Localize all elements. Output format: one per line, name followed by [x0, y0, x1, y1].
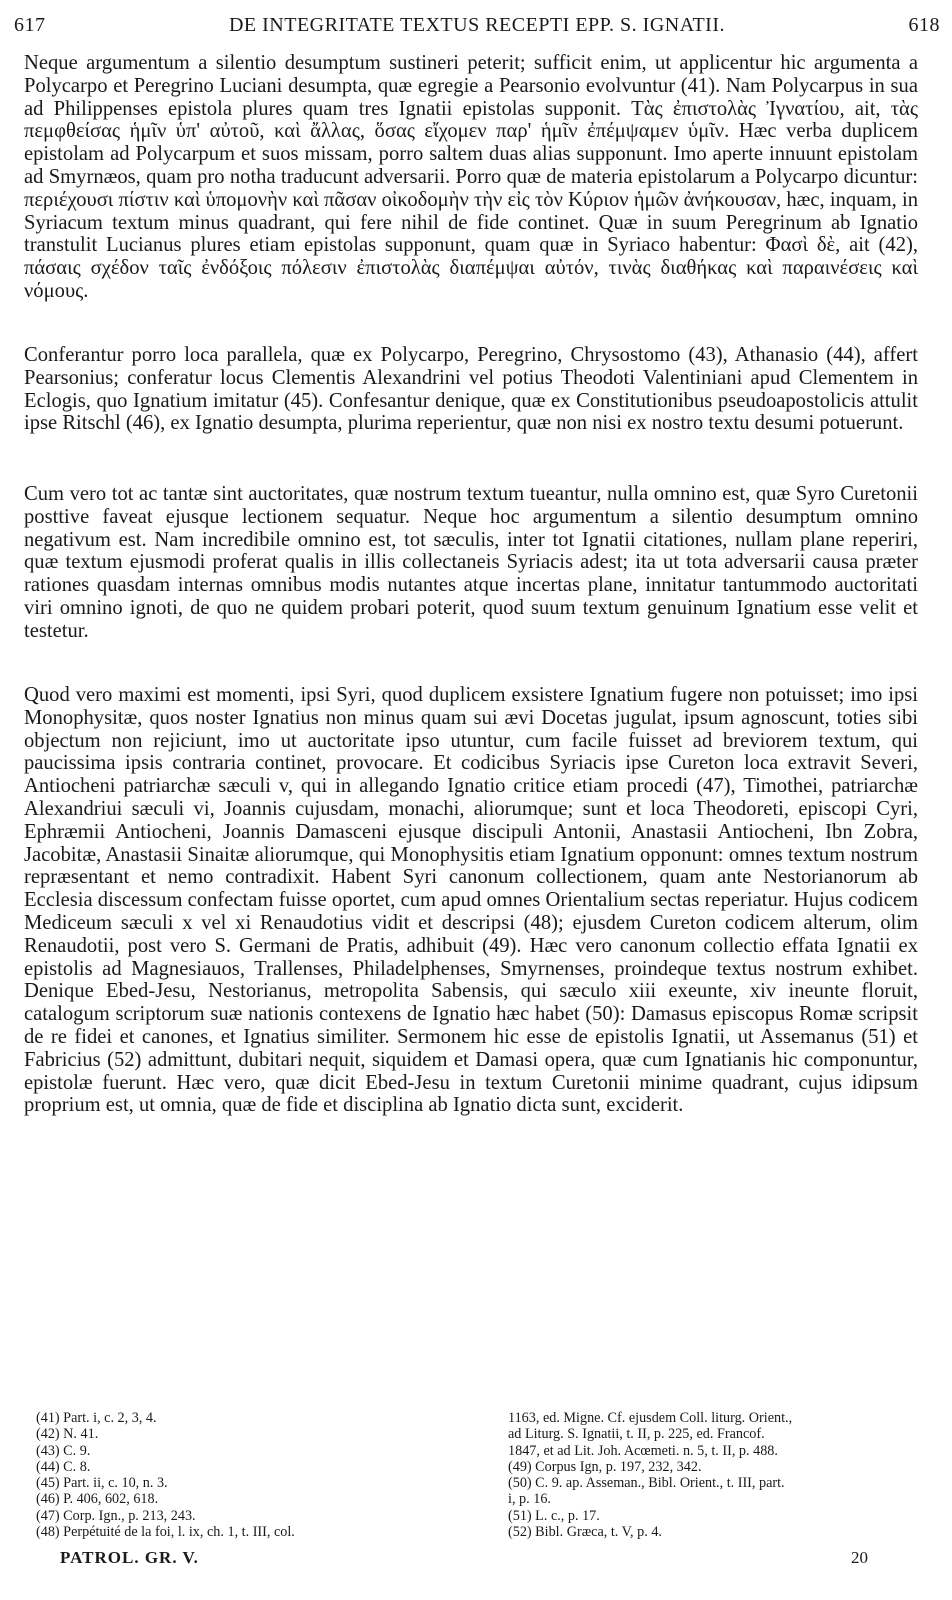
footnote: (50) C. 9. ap. Asseman., Bibl. Orient., t. III, part. — [508, 1475, 785, 1492]
paragraph-4: Quod vero maximi est momenti, ipsi Syri, quod duplicem exsistere Ignatium fugere non potuisset; imo ipsi Monophysitæ, quos noster Ignatius non minus quam sui ævi Docetas jugulat, ipsum agnoscunt, toties sibi objectum non rejiciunt, imo ut auctoritate ipso utuntur, cum facile fuisset ad breviorem textum, qui paucissima ipsis contraria continet, provocare. Et codicibus Syriacis ipse Cureton loca extravit Severi, Antiocheni patriarchæ sæculi v, qui in allegando Ignatio critice etiam procedi (47), Timothei, patriarchæ Alexandriui sæculi vi, Joannis cujusdam, monachi, aliorumque; sunt et loca Theodoreti, episcopi Cyri, Ephræmii Antiocheni, Joannis Damasceni ejusque discipuli Antonii, Anastasii Antiocheni, Ibn Zobra, Jacobitæ, Anastasii Sinaitæ aliorumque, qui Monophysitis etiam Ignatium opponunt: omnes textum nostrum repræsentant et nemo contradixit. Habent Syri canonum collectionem, quam ante Nestorianorum ab Ecclesia discessum confectam fuisse oportet, cum apud omnes Orientalium sectas reperiatur. Hujus codicem Mediceum sæculi x vel xi Renaudotius vidit et descripsi (48); ejusdem Cureton codicem alterum, olim Renaudotii, post vero S. Germani de Pratis, adhibuit (49). Hæc vero canonum collectio effata Ignatii ex epistolis ad Magnesiauos, Trallenses, Philadelphenses, Smyrnenses, proindeque textus nostrum exhibet. Denique Ebed-Jesu, Nestorianus, metropolita Sabensis, qui sæculo xiii exeunte, xiv ineunte floruit, catalogum scriptorum suæ nationis contexens de Ignatio hæc habet (50): Damasus episcopus Romæ scripsit de re fidei et canones, et Ignatius similiter. Sermonem hic esse de epistolis Ignatii, ut Assemanus (51) et Fabricius (52) admittunt, dubitari nequit, siquidem et Damasi opera, quæ cum Ignatianis hic componuntur, epistolæ fuerunt. Hæc vero, quæ dicit Ebed-Jesu in textum Curetonii minime quadrant, cujus idipsum proprium est, ut omnia, quæ de fide et disciplina ab Ignatio dicta sunt, exciderit. — [24, 684, 918, 1117]
footnote: (43) C. 9. — [36, 1442, 91, 1459]
footnote: 1847, et ad Lit. Joh. Acœmeti. n. 5, t. II, p. 488. — [508, 1442, 778, 1459]
footer-signature: 20 — [851, 1548, 868, 1567]
footnotes-left-column — [36, 1410, 476, 1540]
paragraph-3: Cum vero tot ac tantæ sint auctoritates, quæ nostrum textum tueantur, nulla omnino est, quæ Syro Curetonii posttive faveat ejusque lectionem sequatur. Neque hoc argumentum a silentio desumptum omnino negativum est. Nam incredibile omnino est, tot sæculis, inter tot Ignatii citationes, nullam plane reperiri, quæ textum ejusmodi proferat qualis in illis collectaneis Syriacis adest; ita ut tota adversarii causa præter rationes quasdam internas omnibus modis nutantes atque incertas plane, innitatur tantummodo auctoritati viri omnino ignoti, de quo ne quidem probari poterit, quod suum textum genuinum Ignatium esse velit et testetur. — [24, 483, 918, 642]
footnotes — [36, 1410, 916, 1541]
footnotes-right-column — [508, 1410, 928, 1540]
paragraph-1: Neque argumentum a silentio desumptum sustineri peterit; sufficit enim, ut applicentur hic argumenta a Polycarpo et Peregrino Luciani desumpta, quæ egregie a Pearsonio evolvuntur (41). Nam Polycarpus in sua ad Philippenses epistola plures quam tres Ignatii epistolas supponit. Τὰς ἐπιστολὰς Ἰγνατίου, ait, τὰς πεμφθείσας ἡμῖν ὑπ' αὐτοῦ, καὶ ἄλλας, ὅσας εἴχομεν παρ' ἡμῖν ἐπέμψαμεν ὑμῖν. Hæc verba duplicem epistolam ad Polycarpum et suos missam, porro saltem duas alias supponunt. Imo aperte innuunt epistolam ad Smyrnæos, quam pro notha traducunt adversarii. Porro quæ de materia epistolarum a Polycarpo dicuntur: περιέχουσι πίστιν καὶ ὑπομονὴν καὶ πᾶσαν οἰκοδομὴν τὴν εἰς τὸν Κύριον ἡμῶν ἀνήκουσαν, hæc, inquam, in Syriacum textum minus quadrant, qui fere nihil de fide continet. Quæ in suum Peregrinum ab Ignatio transtulit Lucianus plures etiam epistolas supponunt, quam quæ in Syriaco habentur: Φασὶ δὲ, ait (42), πάσαις σχέδον ταῖς ἐνδόξοις πόλεσιν ἐπιστολὰς διαπέμψαι αὐτόν, τινὰς διαθήκας καὶ παραινέσεις καὶ νόμους. — [24, 52, 918, 302]
footnote: (51) L. c., p. 17. — [508, 1507, 600, 1524]
footer-series: PATROL. GR. V. — [60, 1548, 199, 1567]
paragraph-2: Conferantur porro loca parallela, quæ ex Polycarpo, Peregrino, Chrysostomo (43), Athanasio (44), affert Pearsonius; conferatur locus Clementis Alexandrini vel potius Theodoti Valentiniani apud Clementem in Eclogis, quo Ignatium imitatur (45). Confesantur denique, quæ ex Constitutionibus pseudoapostolicis attulit ipse Ritschl (46), ex Ignatio desumpta, plurima reperientur, quæ non nisi ex nostro textu desumi potuerunt. — [24, 344, 918, 435]
footnote: (47) Corp. Ign., p. 213, 243. — [36, 1507, 196, 1524]
footnote: (42) N. 41. — [36, 1426, 99, 1443]
footnote: ad Liturg. S. Ignatii, t. II, p. 225, ed. Francof. — [508, 1426, 765, 1443]
page-number-left: 617 — [14, 14, 46, 36]
footnote: (41) Part. i, c. 2, 3, 4. — [36, 1410, 157, 1426]
footnote: 1163, ed. Migne. Cf. ejusdem Coll. liturg. Orient., — [508, 1410, 793, 1426]
footnote: (52) Bibl. Græca, t. V, p. 4. — [508, 1524, 662, 1541]
running-header — [14, 14, 940, 40]
running-title: DE INTEGRITATE TEXTUS RECEPTI EPP. S. IGNATII. — [228, 14, 725, 36]
footnote: (44) C. 8. — [36, 1458, 91, 1475]
footnote: i, p. 16. — [508, 1491, 551, 1508]
footnote: (48) Perpétuité de la foi, l. ix, ch. 1, t. III, col. — [36, 1524, 295, 1541]
footnote: (46) P. 406, 602, 618. — [36, 1491, 159, 1508]
page-number-right: 618 — [908, 14, 940, 36]
footnote: (45) Part. ii, c. 10, n. 3. — [36, 1475, 168, 1492]
footnote: (49) Corpus Ign, p. 197, 232, 342. — [508, 1458, 702, 1475]
